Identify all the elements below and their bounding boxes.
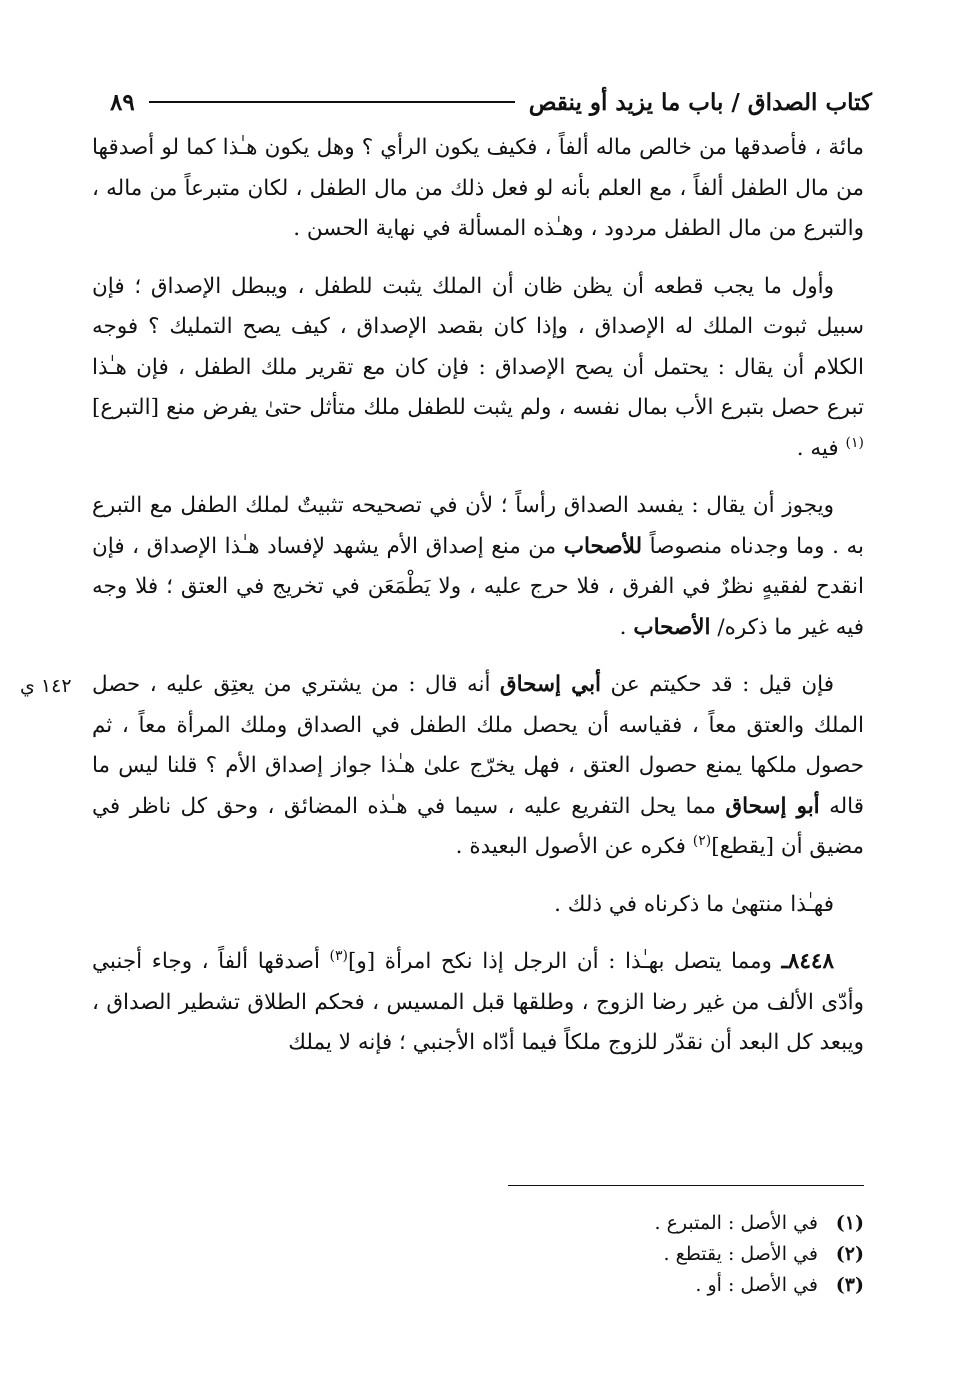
paragraph-6: ٨٤٤٨ـ ومما يتصل بهـٰذا : أن الرجل إذا نكح امرأة [و]$^{(٣)}$ أصدقها ألفاً ، وجاء أجنبي وأدّى الألف من غير رضا الزوج ، وطلقها قبل المسيس ، فحكم الطلاق تشطير الصداق ، ويبعد كل البعد أن نقدّر للزوج ملكاً فيما أدّاه الأجنبي ؛ فإنه لا يملك — [92, 947, 864, 1055]
main-text — [92, 128, 864, 1081]
paragraph-1: مائة ، فأصدقها من خالص ماله ألفاً ، فكيف يكون الرأي ؟ وهل يكون هـٰذا كما لو أصدقها من مال الطفل ألفاً ، مع العلم بأنه لو فعل ذلك من مال الطفل ، لكان متبرعاً من ماله ، والتبرع من مال الطفل مردود ، وهـٰذه المسألة في نهاية الحسن . — [92, 135, 864, 241]
page-number: ٨٩ — [110, 88, 135, 116]
footnote-2: (٢)في الأصل : يقتطع . — [663, 1243, 864, 1265]
header-title: كتاب الصداق / باب ما يزيد أو ينقص — [528, 88, 872, 116]
paragraph-2: وأول ما يجب قطعه أن يظن ظان أن الملك يثبت للطفل ، ويبطل الإصداق ؛ فإن سبيل ثبوت الملك له الإصداق ، وإذا كان بقصد الإصداق ، كيف يصح التمليك ؟ فوجه الكلام أن يقال : يحتمل أن يصح الإصداق : فإن كان مع تقرير ملك الطفل ، فإن هـٰذا تبرع حصل بتبرع الأب بمال نفسه ، ولم يثبت للطفل ملك متأثل حتىٰ يفرض منع [التبرع]$^{(١)}$ فيه . — [92, 273, 864, 461]
header-rule — [149, 101, 515, 103]
footnote-3: (٣)في الأصل : أو . — [695, 1274, 864, 1296]
footnote-ref-3[interactable]: (٣) — [329, 947, 348, 964]
paragraph-4: فإن قيل : قد حكيتم عن أبي إسحاق أنه قال : من يشتري من يعتِق عليه ، حصل الملك والعتق معاً ، فقياسه أن يحصل ملك الطفل في الصداق وملك المرأة معاً ، ثم حصول ملكها يمنع حصول العتق ، فهل يخرّج علىٰ هـٰذا جواز إصداق الأم ؟ قلنا ليس ما قاله أبو إسحاق مما يحل التفريع عليه ، سيما في هـٰذه المضائق ، وحق كل ناظر في مضيق أن [يقطع]$^{(٢)}$ فكره عن الأصول البعيدة . — [92, 672, 864, 859]
paragraph-3: ويجوز أن يقال : يفسد الصداق رأساً ؛ لأن في تصحيحه تثبيتٌ لملك الطفل مع التبرع به . وما وجدناه منصوصاً للأصحاب من منع إصداق الأم يشهد لإفساد هـٰذا الإصداق ، فإن انقدح لفقيهٍ نظرٌ في الفرق ، فلا حرج عليه ، ولا يَطْمَعَن في تخريج في العتق ؛ فلا وجه فيه غير ما ذكره/ الأصحاب . — [92, 493, 864, 640]
issue-number: ٨٤٤٨ـ — [781, 949, 834, 974]
footnote-separator — [508, 1185, 864, 1186]
margin-manuscript-ref: ١٤٢ ي — [20, 675, 72, 697]
footnote-ref-2[interactable]: (٢) — [692, 832, 712, 849]
footnote-ref-1[interactable]: (١) — [845, 434, 864, 451]
paragraph-5: فهـٰذا منتهىٰ ما ذكرناه في ذلك . — [554, 891, 834, 917]
footnotes — [655, 1208, 865, 1301]
running-header — [110, 80, 872, 124]
footnote-1: (١)في الأصل : المتبرع . — [654, 1212, 864, 1234]
